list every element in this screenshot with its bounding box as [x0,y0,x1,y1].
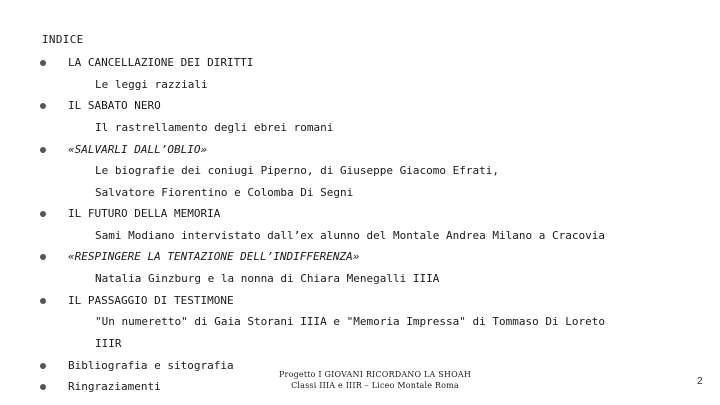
bullet-icon [40,298,46,304]
index-subitem: Sami Modiano intervistato dall’ex alunno del Montale Andrea Milano a Cracovia [95,229,605,242]
index-item: IL SABATO NERO [68,99,161,112]
index-item: IL FUTURO DELLA MEMORIA [68,207,221,220]
bullet-icon [40,211,46,217]
index-title: INDICE [42,33,84,46]
page-number: 2 [697,376,703,387]
footer-project: Progetto I GIOVANI RICORDANO LA SHOAH [278,370,472,379]
index-item: Bibliografia e sitografia [68,359,234,372]
index-subitem: Salvatore Fiorentino e Colomba Di Segni [95,186,354,199]
bullet-icon [40,384,46,390]
index-item: Ringraziamenti [68,380,161,393]
index-item: «RESPINGERE LA TENTAZIONE DELL’INDIFFERENZA» [68,250,360,263]
footer-classes: Classi IIIA e IIIR – Liceo Montale Roma [291,381,459,390]
bullet-icon [40,254,46,260]
index-subitem: Il rastrellamento degli ebrei romani [95,121,334,134]
index-subitem: Le leggi razziali [95,78,208,91]
index-item: «SALVARLI DALL’OBLIO» [68,143,208,156]
bullet-icon [40,60,46,66]
bullet-icon [40,363,46,369]
index-subitem: "Un numeretto" di Gaia Storani IIIA e "Memoria Impressa" di Tommaso Di Loreto [95,315,605,328]
index-item: LA CANCELLAZIONE DEI DIRITTI [68,56,254,69]
index-subitem: IIIR [95,337,122,350]
bullet-icon [40,103,46,109]
index-item: IL PASSAGGIO DI TESTIMONE [68,294,234,307]
index-subitem: Le biografie dei coniugi Piperno, di Giuseppe Giacomo Efrati, [95,164,499,177]
index-subitem: Natalia Ginzburg e la nonna di Chiara Menegalli IIIA [95,272,440,285]
slide-footer [250,369,500,391]
bullet-icon [40,147,46,153]
